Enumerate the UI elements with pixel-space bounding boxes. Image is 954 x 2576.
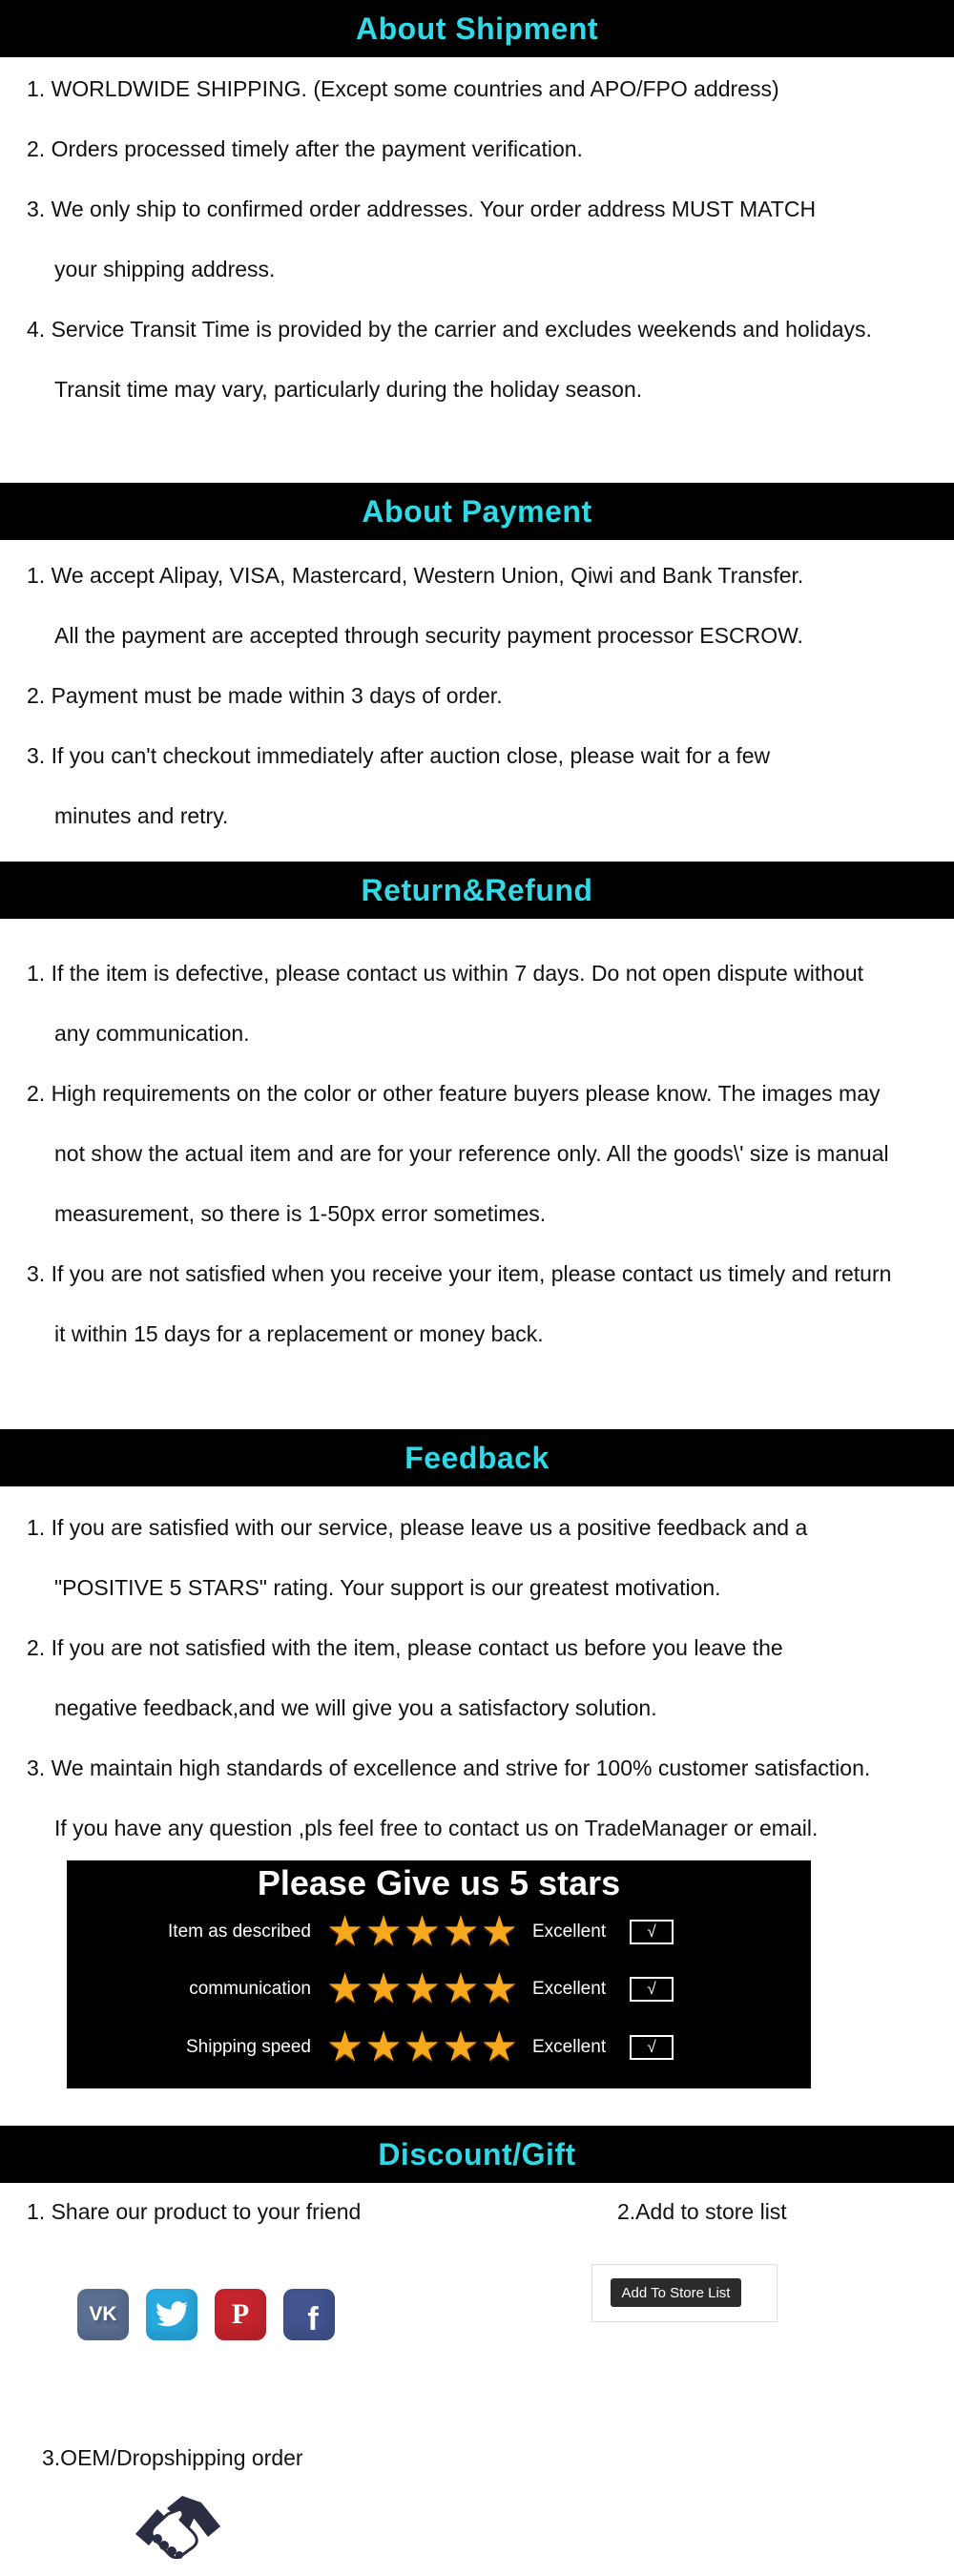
pinterest-icon-label: P (231, 2298, 250, 2330)
social-share-buttons (77, 2289, 335, 2340)
payment-text-block (0, 546, 954, 846)
five-stars-icon: ★★★★★ (325, 2024, 520, 2070)
text-line: 2. High requirements on the color or other feature buyers please know. The images may (27, 1081, 881, 1106)
returns-text-block (0, 944, 954, 1364)
section-title-shipment: About Shipment (355, 10, 599, 46)
section-header-payment (0, 483, 954, 540)
text-line: 3. We maintain high standards of excellence and strive for 100% customer satisfaction. (27, 1755, 871, 1780)
rating-level-text: Excellent (532, 1979, 607, 1999)
text-line: 1. If you are satisfied with our service, please leave us a positive feedback and a (27, 1515, 808, 1540)
rating-row-label: communication (189, 1979, 311, 1999)
oem-dropshipping-label: 3.OEM/Dropshipping order (42, 2445, 303, 2470)
vk-icon[interactable] (77, 2289, 129, 2340)
text-line: it within 15 days for a replacement or money back. (54, 1321, 544, 1346)
rating-row-label: Item as described (168, 1922, 311, 1942)
section-title-discount: Discount/Gift (378, 2136, 576, 2171)
text-line: 1. If the item is defective, please contact us within 7 days. Do not open dispute without (27, 961, 864, 986)
vk-icon-label: VK (89, 2303, 117, 2325)
facebook-icon[interactable] (283, 2289, 335, 2340)
pinterest-icon[interactable] (215, 2289, 266, 2340)
text-line: "POSITIVE 5 STARS" rating. Your support is our greatest motivation. (54, 1575, 721, 1600)
text-line: 2. If you are not satisfied with the item, please contact us before you leave the (27, 1635, 783, 1660)
rating-row-communication (67, 1965, 811, 2012)
twitter-icon[interactable] (146, 2289, 197, 2340)
text-line: 1. WORLDWIDE SHIPPING. (Except some countries and APO/FPO address) (27, 76, 779, 101)
rating-checkbox[interactable]: √ (630, 1977, 674, 2002)
share-product-label: 1. Share our product to your friend (27, 2199, 362, 2224)
rating-row-shipping-speed (67, 2026, 811, 2068)
rating-level-text: Excellent (532, 1922, 607, 1942)
rating-row-label: Shipping speed (186, 2037, 311, 2057)
text-line: measurement, so there is 1-50px error sometimes. (54, 1201, 547, 1226)
text-line: 2. Payment must be made within 3 days of order. (27, 683, 503, 708)
text-line: negative feedback,and we will give you a satisfactory solution. (54, 1695, 657, 1720)
section-title-returns: Return&Refund (361, 872, 593, 907)
section-header-feedback (0, 1429, 954, 1486)
rating-checkbox[interactable]: √ (630, 1920, 674, 1944)
text-line: 3. If you can't checkout immediately after auction close, please wait for a few (27, 743, 771, 768)
section-header-shipment (0, 0, 954, 57)
rating-checkbox[interactable]: √ (630, 2035, 674, 2060)
text-line: Transit time may vary, particularly during the holiday season. (54, 377, 643, 402)
text-line: 1. We accept Alipay, VISA, Mastercard, Western Union, Qiwi and Bank Transfer. (27, 563, 804, 588)
text-line: All the payment are accepted through security payment processor ESCROW. (54, 623, 803, 648)
rating-row-item-as-described (67, 1908, 811, 1955)
text-line: 2. Orders processed timely after the payment verification. (27, 136, 583, 161)
text-line: 3. We only ship to confirmed order addresses. Your order address MUST MATCH (27, 197, 817, 221)
add-to-store-button[interactable]: Add To Store List (611, 2278, 741, 2307)
text-line: 4. Service Transit Time is provided by the carrier and excludes weekends and holidays. (27, 317, 872, 342)
five-stars-icon: ★★★★★ (325, 1908, 520, 1955)
handshake-icon (132, 2492, 223, 2561)
text-line: your shipping address. (54, 257, 276, 281)
twitter-bird-glyph (156, 2298, 188, 2331)
five-stars-rating-banner (67, 1860, 811, 2088)
five-stars-icon: ★★★★★ (325, 1965, 520, 2012)
facebook-icon-label: f (307, 2300, 319, 2337)
section-title-feedback: Feedback (404, 1440, 550, 1475)
text-line: not show the actual item and are for your reference only. All the goods\' size is manual (54, 1141, 889, 1166)
text-line: 3. If you are not satisfied when you receive your item, please contact us timely and return (27, 1261, 892, 1286)
section-title-payment: About Payment (362, 493, 592, 529)
section-header-discount (0, 2126, 954, 2183)
feedback-text-block (0, 1498, 954, 1859)
text-line: minutes and retry. (54, 803, 229, 828)
text-line: If you have any question ,pls feel free to contact us on TradeManager or email. (54, 1816, 819, 1840)
text-line: any communication. (54, 1021, 250, 1046)
add-to-store-label: 2.Add to store list (617, 2199, 787, 2224)
section-header-returns (0, 862, 954, 919)
rating-banner-title: Please Give us 5 stars (257, 1863, 621, 1902)
rating-level-text: Excellent (532, 2037, 607, 2057)
shipment-text-block (0, 59, 954, 420)
